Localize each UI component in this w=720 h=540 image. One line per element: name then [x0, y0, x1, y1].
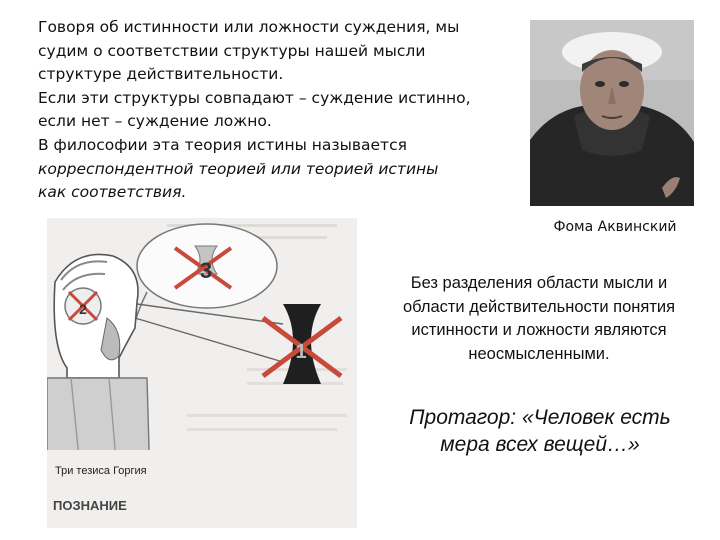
note-line: Без разделения области мысли и — [410, 274, 668, 292]
quote-line: Протагор: «Человек есть — [409, 406, 671, 429]
main-text-block — [38, 16, 498, 205]
text-line: структуре действительности. — [38, 65, 284, 84]
text-line-italic: как соответствия. — [38, 183, 187, 202]
text-line: судим о соответствии структуры нашей мысли — [38, 41, 426, 60]
number-one: 1 — [295, 341, 307, 363]
illustration-title: ПОЗНАНИЕ — [53, 498, 127, 513]
number-three: 3 — [199, 258, 213, 283]
note-line: неосмысленными. — [468, 344, 610, 363]
gorgias-illustration — [47, 218, 357, 528]
text-line: Говоря об истинности или ложности суждения, мы — [38, 18, 460, 36]
note-line: истинности и ложности являются — [411, 321, 667, 339]
illustration-caption: Три тезиса Горгия — [55, 465, 147, 477]
protagoras-quote — [380, 404, 700, 458]
note-text — [378, 272, 700, 366]
thomas-aquinas-portrait — [530, 20, 694, 206]
note-line: области действительности понятия — [402, 297, 676, 316]
text-line-italic: корреспондентной теорией или теорией истины — [38, 159, 439, 178]
portrait-caption: Фома Аквинский — [553, 219, 677, 235]
text-line: если нет – суждение ложно. — [38, 112, 272, 131]
text-line: В философии эта теория истины называется — [38, 135, 407, 154]
text-line: Если эти структуры совпадают – суждение истинно, — [38, 88, 471, 107]
quote-line: мера всех вещей…» — [440, 433, 640, 456]
number-two: 2 — [79, 301, 87, 317]
